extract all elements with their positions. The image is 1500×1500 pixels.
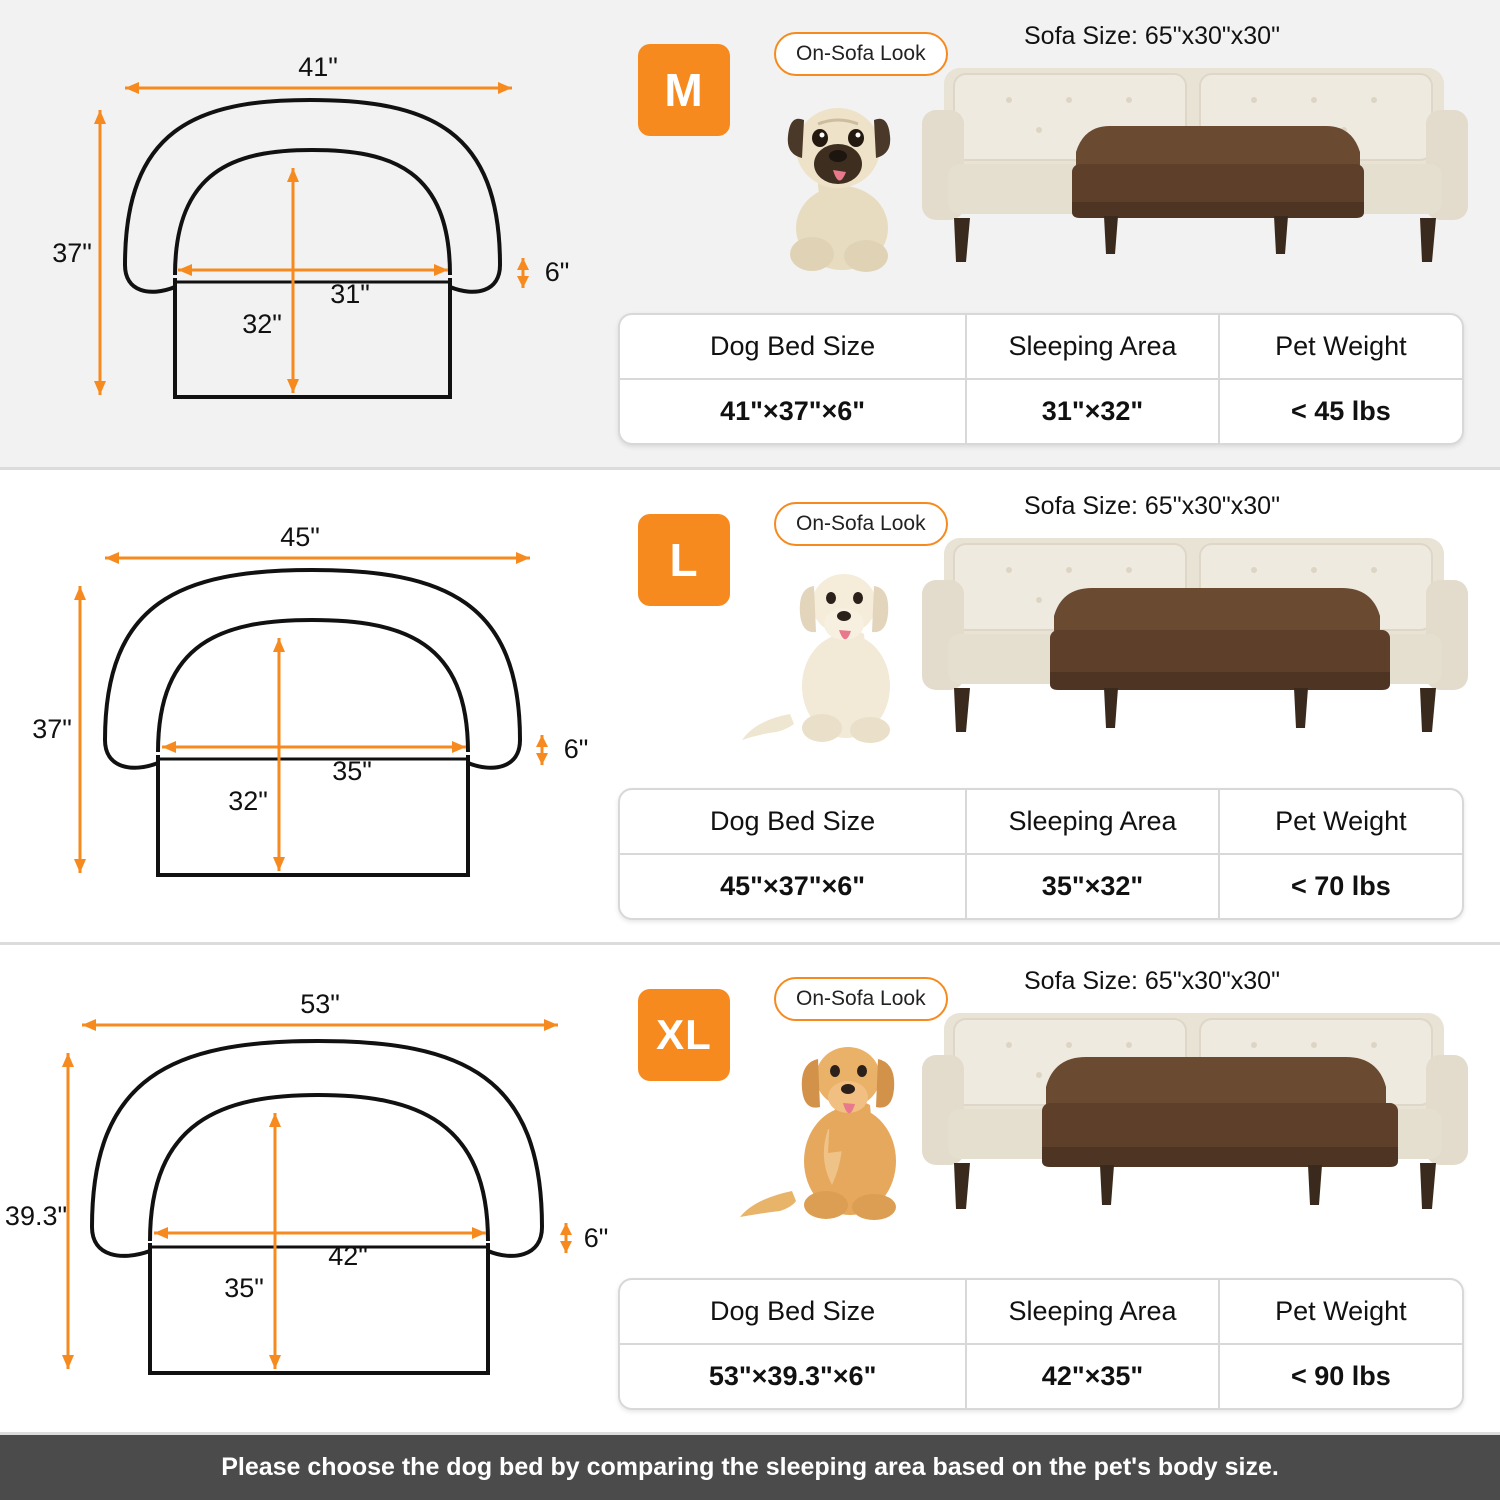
size-row-xl <box>0 945 1500 1435</box>
bed-dimension-drawing <box>0 470 610 942</box>
table-header-row <box>620 315 1462 378</box>
dim-width-l: 45" <box>280 522 320 552</box>
on-sofa-look-tag-l: On-Sofa Look <box>774 502 948 546</box>
dim-thickness-l: 6" <box>563 734 589 764</box>
sofa-size-label-l: Sofa Size: 65"x30"x30" <box>1024 492 1280 520</box>
sofa-photo-l <box>914 522 1474 744</box>
size-badge-l: L <box>638 514 730 606</box>
value-pet-weight-m: < 45 lbs <box>1218 380 1462 443</box>
value-bed-size-l: 45"×37"×6" <box>720 871 866 901</box>
table-row <box>620 1343 1462 1408</box>
dim-inner-width-m: 31" <box>330 279 370 309</box>
size-row-m <box>0 0 1500 470</box>
info-col-l <box>610 470 1500 942</box>
bed-dimension-drawing <box>0 945 610 1432</box>
dim-inner-width-l: 35" <box>332 756 372 786</box>
size-badge-m: M <box>638 44 730 136</box>
header-pet-weight: Pet Weight <box>1218 315 1462 378</box>
header-sleeping-area: Sleeping Area <box>965 1280 1218 1343</box>
dim-width-xl: 53" <box>300 989 340 1019</box>
bed-diagram-l <box>0 470 610 942</box>
on-sofa-look-tag-m: On-Sofa Look <box>774 32 948 76</box>
value-sleeping-area-l: 35"×32" <box>965 855 1218 918</box>
dim-inner-depth-m: 32" <box>242 309 282 339</box>
header-sleeping-area: Sleeping Area <box>965 790 1218 853</box>
dim-width-m: 41" <box>298 52 338 82</box>
spec-table-xl <box>618 1278 1464 1410</box>
bed-diagram-m <box>0 0 610 467</box>
sofa-size-label-xl: Sofa Size: 65"x30"x30" <box>1024 967 1280 995</box>
table-header-row <box>620 1280 1462 1343</box>
header-bed-size: Dog Bed Size <box>710 806 876 836</box>
footer-note: Please choose the dog bed by comparing the sleeping area based on the pet's body size. <box>0 1435 1500 1500</box>
on-sofa-look-tag-xl: On-Sofa Look <box>774 977 948 1021</box>
dim-inner-depth-xl: 35" <box>224 1273 264 1303</box>
header-sleeping-area: Sleeping Area <box>965 315 1218 378</box>
top-strip-xl <box>624 959 1458 1221</box>
spec-table-l <box>618 788 1464 920</box>
value-bed-size-xl: 53"×39.3"×6" <box>708 1361 877 1391</box>
bed-diagram-xl <box>0 945 610 1432</box>
dog-photo-labrador <box>734 546 944 746</box>
dim-depth-m: 37" <box>52 238 92 268</box>
info-col-xl <box>610 945 1500 1432</box>
spec-table-m <box>618 313 1464 445</box>
dim-thickness-xl: 6" <box>583 1223 609 1253</box>
dog-photo-golden-retriever <box>734 1021 944 1221</box>
sofa-photo-m <box>914 52 1474 274</box>
value-sleeping-area-m: 31"×32" <box>965 380 1218 443</box>
value-pet-weight-l: < 70 lbs <box>1218 855 1462 918</box>
dim-depth-xl: 39.3" <box>4 1201 68 1231</box>
value-bed-size-m: 41"×37"×6" <box>720 396 866 426</box>
bed-dimension-drawing <box>0 0 610 467</box>
sofa-size-label-m: Sofa Size: 65"x30"x30" <box>1024 22 1280 50</box>
top-strip-m <box>624 14 1458 276</box>
dog-photo-pug <box>734 76 944 276</box>
sofa-photo-xl <box>914 997 1474 1219</box>
dim-inner-depth-l: 32" <box>228 786 268 816</box>
info-col-m <box>610 0 1500 467</box>
table-row <box>620 853 1462 918</box>
dim-inner-width-xl: 42" <box>328 1241 368 1271</box>
size-row-l <box>0 470 1500 945</box>
value-pet-weight-xl: < 90 lbs <box>1218 1345 1462 1408</box>
table-row <box>620 378 1462 443</box>
value-sleeping-area-xl: 42"×35" <box>965 1345 1218 1408</box>
dim-thickness-m: 6" <box>544 257 570 287</box>
header-pet-weight: Pet Weight <box>1218 790 1462 853</box>
table-header-row <box>620 790 1462 853</box>
dim-depth-l: 37" <box>32 714 72 744</box>
header-bed-size: Dog Bed Size <box>710 331 876 361</box>
header-pet-weight: Pet Weight <box>1218 1280 1462 1343</box>
size-badge-xl: XL <box>638 989 730 1081</box>
header-bed-size: Dog Bed Size <box>710 1296 876 1326</box>
top-strip-l <box>624 484 1458 746</box>
